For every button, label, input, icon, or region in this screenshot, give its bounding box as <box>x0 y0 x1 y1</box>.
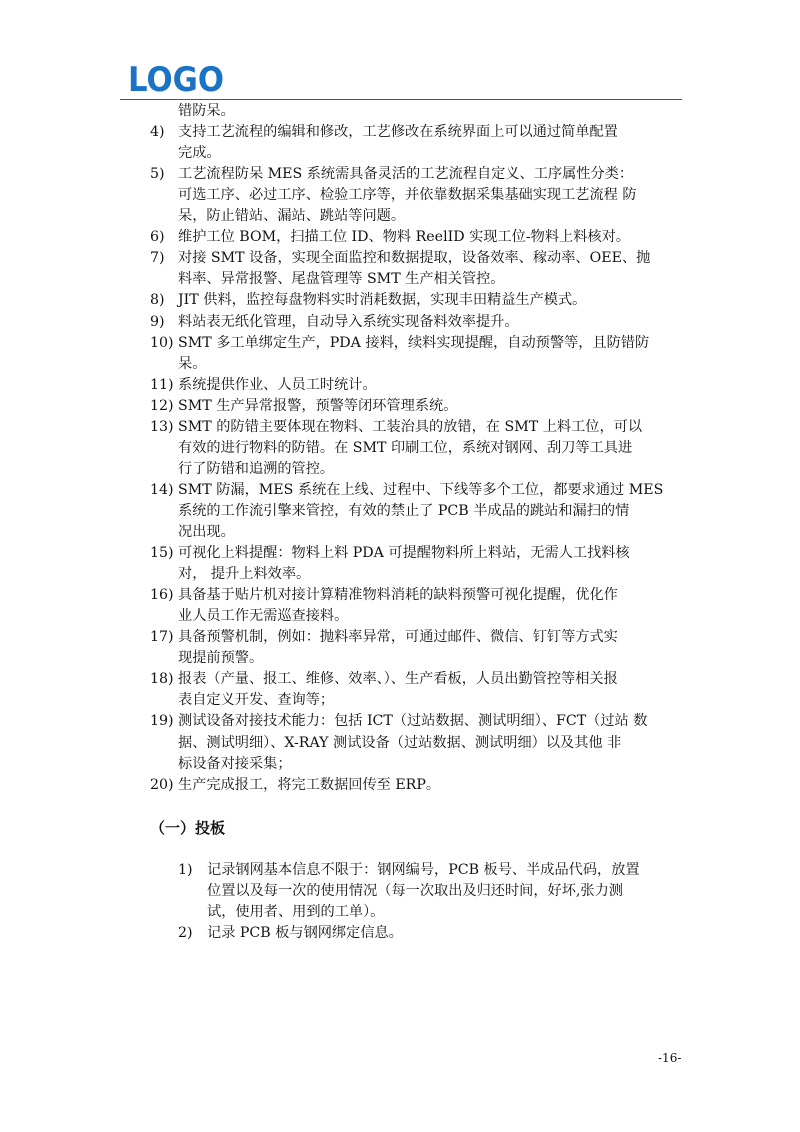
list-text-line: 对接 SMT 设备，实现全面监控和数据提取，设备效率、稼动率、OEE、抛 <box>178 250 651 267</box>
list-text-line: 有效的进行物料的防错。在 SMT 印刷工位，系统对钢网、刮刀等工具进 <box>178 439 633 456</box>
list-text-line: 具备基于贴片机对接计算精准物料消耗的缺料预警可视化提醒，优化作 <box>178 587 618 604</box>
list-text-line: 料站表无纸化管理，自动导入系统实现备料效率提升。 <box>178 313 519 330</box>
list-number: 14) <box>150 481 174 498</box>
list-text-line: 行了防错和追溯的管控。 <box>178 460 335 477</box>
list-text-line: 据、测试明细）、X-RAY 测试设备（过站数据、测试明细）以及其他 非 <box>178 734 622 751</box>
list-text-line: 呆。 <box>178 355 207 372</box>
list-text-line: SMT 的防错主要体现在物料、工装治具的放错，在 SMT 上料工位，可以 <box>178 418 643 435</box>
list-text-line: 对， 提升上料效率。 <box>178 566 311 583</box>
list-text-line: 况出现。 <box>178 524 235 540</box>
list-text-line: 现提前预警。 <box>178 650 264 667</box>
list-text-line: 系统提供作业、人员工时统计。 <box>178 376 377 393</box>
list-text-line: 标设备对接采集； <box>178 755 292 772</box>
list-number: 13) <box>150 418 174 435</box>
sub-list-number: 1) <box>178 862 193 878</box>
list-text-line: 测试设备对接技术能力：包括 ICT（过站数据、测试明细）、FCT（过站 数 <box>178 713 648 730</box>
list-text-line: SMT 多工单绑定生产，PDA 接料，续料实现提醒，自动预警等，且防错防 <box>178 334 650 351</box>
list-number: 16) <box>150 587 174 604</box>
list-text-line: SMT 防漏，MES 系统在上线、过程中、下线等多个工位，都要求通过 MES <box>178 481 664 498</box>
list-text-line: 料率、异常报警、尾盘管理等 SMT 生产相关管控。 <box>178 271 505 288</box>
list-number: 20) <box>150 776 174 793</box>
list-text-line: 表自定义开发、查询等； <box>178 692 335 709</box>
list-number: 11) <box>150 376 174 393</box>
list-text-line: 业人员工作无需巡查接料。 <box>178 608 349 625</box>
sub-list-text-line: 记录 PCB 板与钢网绑定信息。 <box>207 925 403 942</box>
list-text-line: 生产完成报工，将完工数据回传至 ERP。 <box>178 776 441 793</box>
sub-list-number: 2) <box>178 925 193 942</box>
list-number: 4) <box>150 124 165 141</box>
page-number: -16- <box>658 1051 682 1065</box>
header-rule <box>120 99 682 100</box>
list-number: 8) <box>150 292 165 309</box>
list-number: 10) <box>150 334 174 351</box>
list-number: 5) <box>150 166 165 183</box>
section-heading: （一）投板 <box>150 819 226 837</box>
list-number: 18) <box>150 671 174 688</box>
list-number: 7) <box>150 250 165 267</box>
list-number: 9) <box>150 313 165 330</box>
list-number: 6) <box>150 229 165 246</box>
list-text-line: 工艺流程防呆 MES 系统需具备灵活的工艺流程自定义、工序属性分类： <box>178 166 634 183</box>
list-number: 15) <box>150 545 174 562</box>
list-text-line: 完成。 <box>178 145 221 162</box>
list-text-line: SMT 生产异常报警，预警等闭环管理系统。 <box>178 397 458 414</box>
list-text-line: JIT 供料，监控每盘物料实时消耗数据，实现丰田精益生产模式。 <box>178 292 587 309</box>
list-number: 19) <box>150 713 174 730</box>
sub-list-text-line: 位置以及每一次的使用情况（每一次取出及归还时间，好坏,张力测 <box>207 883 623 900</box>
list-text-line: 错防呆。 <box>178 103 235 119</box>
list-text-line: 系统的工作流引擎来管控，有效的禁止了 PCB 半成品的跳站和漏扫的情 <box>178 502 630 519</box>
list-text-line: 可选工序、必过工序、检验工序等，并依靠数据采集基础实现工艺流程 防 <box>178 187 637 204</box>
list-text-line: 维护工位 BOM，扫描工位 ID、物料 ReelID 实现工位-物料上料核对。 <box>178 229 630 246</box>
logo <box>127 61 225 95</box>
list-text-line: 支持工艺流程的编辑和修改，工艺修改在系统界面上可以通过简单配置 <box>178 124 618 141</box>
list-text-line: 报表（产量、报工、维修、效率、）、生产看板，人员出勤管控等相关报 <box>178 671 618 688</box>
list-text-line: 具备预警机制，例如：抛料率异常，可通过邮件、微信、钉钉等方式实 <box>178 629 618 646</box>
list-number: 17) <box>150 629 174 646</box>
list-number: 12) <box>150 397 174 414</box>
sub-list-text-line: 记录钢网基本信息不限于：钢网编号，PCB 板号、半成品代码，放置 <box>207 862 640 878</box>
sub-list-text-line: 试，使用者、用到的工单）。 <box>207 904 385 921</box>
logo-text: LOGO <box>128 61 224 95</box>
list-text-line: 可视化上料提醒：物料上料 PDA 可提醒物料所上料站，无需人工找料核 <box>178 545 630 562</box>
list-text-line: 呆，防止错站、漏站、跳站等问题。 <box>178 208 406 225</box>
